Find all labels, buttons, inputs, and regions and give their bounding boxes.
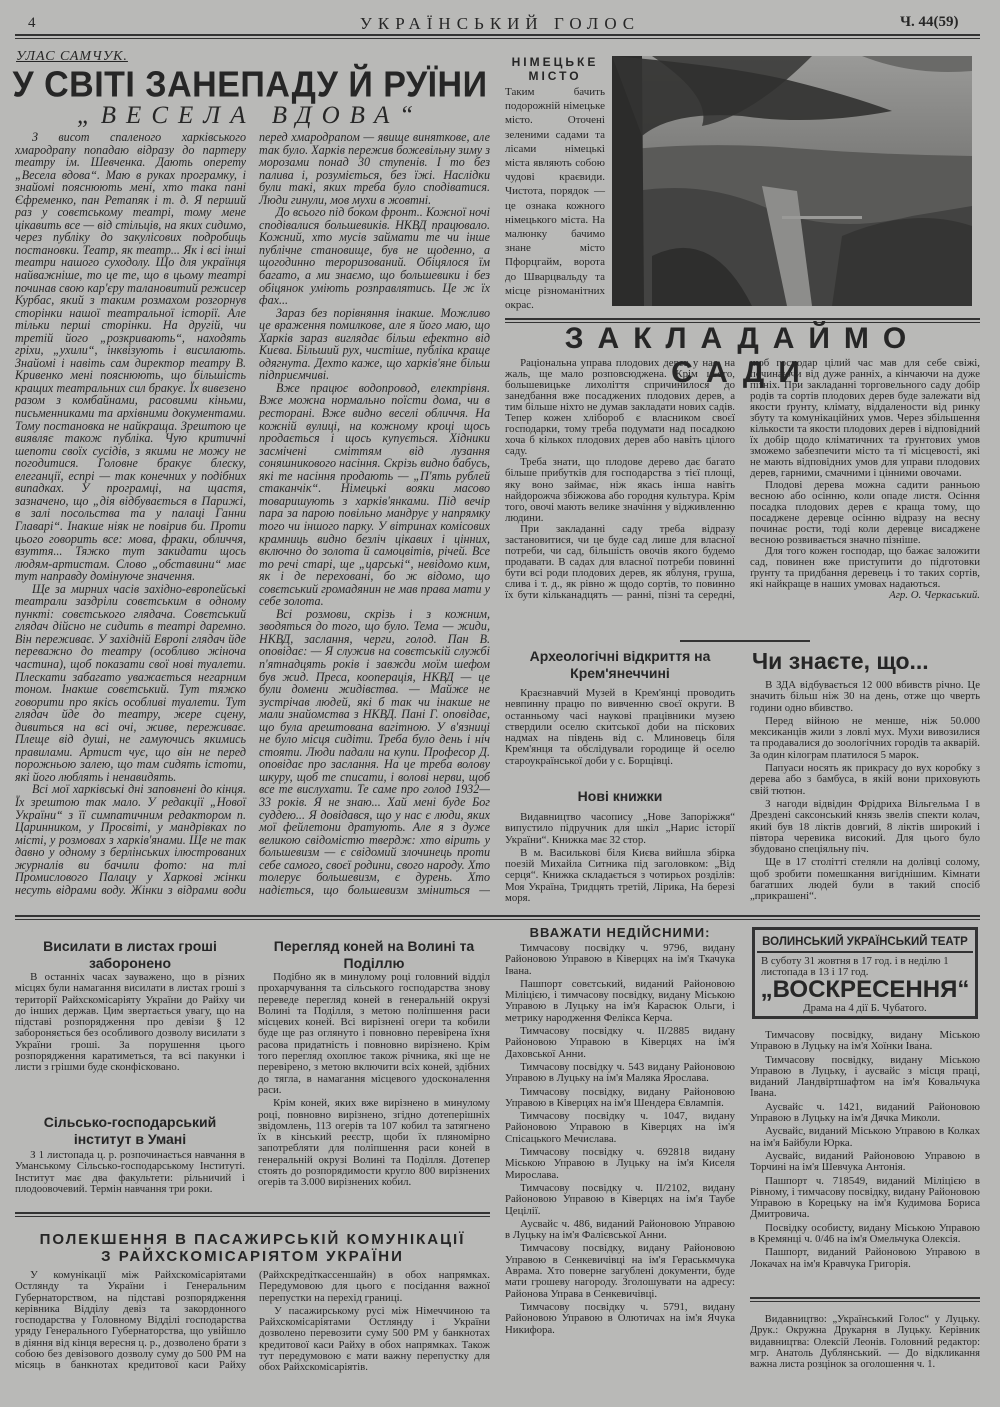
invalid-documents-title: ВВАЖАТИ НЕДІЙСНИМИ: bbox=[529, 925, 711, 940]
paragraph: Тимчасову посвідку, видану Районовою Управою в Сенкевичівці на ім'я Гераськмчука Аврама. Хто поверне загублені документи, буде мати грошеву нагороду. Зголошувати на адресу: Районова Управа в Сенкевичівці. bbox=[505, 1242, 735, 1300]
paragraph: Пашпорт, виданий Районовою Управою в Локачах на ім'я Кравчука Григорія. bbox=[750, 1246, 980, 1270]
paragraph: Тимчасову посвідку ч. 692818 видану Міською Управою в Луцьку на ім'я Киселя Мирослава. bbox=[505, 1146, 735, 1181]
paragraph: Пашпорт совєтський, виданий Районовою Міліцією, і тимчасову посвідку, видану Міською Управою в Луцьку на ім'я Карасюк Ольги, і метрику народження Фелікса Керча. bbox=[505, 977, 735, 1024]
paragraph: Тимчасову посвідку, видану Міською Управою в Луцьку на ім'я Хоїнки Івана. bbox=[750, 1029, 980, 1053]
paragraph: Пашпорт ч. 718549, виданий Міліцією в Рівному, і тимчасову посвідку, видану Районовою Управою в Корецьку на ім'я Кудимова Бориса Дмитровича. bbox=[750, 1174, 980, 1221]
gardens-paragraphs bbox=[505, 358, 980, 601]
paragraph: Аусвайс, виданий Міською Управою в Колках на ім'я Байбули Юрка. bbox=[750, 1125, 980, 1149]
archaeology-title: Археологічні відкриття на Крем'янеччині bbox=[529, 648, 711, 681]
paragraph: Папуаси носять як прикрасу до вух коробку з дерева або з бамбуса, в якій вони приховують свій тютюн. bbox=[750, 762, 980, 797]
paragraph: Тимчасову посвідку ч. II/2102, видану Районовою Управою в Ківерцях на ім'я Таубе Цецілії. bbox=[505, 1181, 735, 1217]
horses-body bbox=[258, 972, 490, 1189]
paragraph: У пасажирському русі між Німеччиною та Райхскомісаріятами Остлянду і України дозволено перевозити суму 500 РМ у банкнотах кредитової каси Райху в обох напрямках. Також тут передумовою є мати важну перепустку для обох Райхскомісаріятів. bbox=[259, 1304, 490, 1374]
article-subheadline: „ВЕСЕЛА ВДОВА“ bbox=[76, 102, 424, 129]
paragraph: Вже працює водопровод, електрівня. Вже можна нормально поїсти дома, чи в ресторані. Вже видно веселі обличчя. На кожній вулиці, на кожному кроці щось продається і щось купується. Хідники засмічені сміттям від лузання соняшникового насіння. Скрізь видно бабусь, які те насіння продають — „П'ять рублей стаканчік“. Німецькі вояки масово товаришують з харків'янками. Під вечір пара за парою повільно мандрує у напрямку того чи іншого парку. У вітринах комісових крамниць видно безліч цікавих і цінних, включно до золота й самоцвітів, річей. Все то речі старі, ще „царські“, невідомо ким, як і де переховані, бо ж відомо, що совєтський громадянин не мав права мати у себе золота. bbox=[259, 380, 490, 609]
relief-title-line-1: ПОЛЕКШЕННЯ В ПАСАЖИРСЬКІЙ КОМУНІКАЦІЇ bbox=[39, 1231, 466, 1248]
remittance-title: Висилати в листах гроші заборонено bbox=[43, 938, 217, 971]
paragraph: Тимчасову посвідку, видану Міською Управою в Луцьку, і аусвайс з місця праці, виданий Ландвіртшафтом на ім'я Ковальчука Івана. bbox=[750, 1053, 980, 1100]
gardens-body bbox=[505, 358, 980, 633]
paragraph: В м. Василькові біля Києва вийшла збірка поезій Михайла Ситника під заголовком: „Від серця“. Книжка складається з чотирьох розділів: Моя Україна, Тридцять третій, Лірика, На березі моря. bbox=[505, 846, 735, 905]
section-rule bbox=[680, 640, 810, 642]
did-you-know-body bbox=[750, 680, 980, 903]
paragraph: В останніх часах зауважено, що в різних місцях були намагання висилати в листах гроші з території Райхскомісаріяту України до Райху чи до інших держав. Цим звертається увагу, що на підставі розпорядження про девізи § 12 забороняється без особливого дозволу висилати з України гроші. За порушення цього розпорядження каратиметься, та всі пакунки і листи з грішми буде сконфісковано. bbox=[15, 971, 245, 1074]
paragraph: Видавництво часопису „Нове Запоріжжя“ випустило підручник для шкіл „Нарис історії України“. Книжка має 32 стор. bbox=[505, 811, 735, 846]
paragraph: Тимчасову посвідку ч. 5791, видану Районовою Управою в Олютичах на ім'я Ячука Никифора. bbox=[505, 1300, 735, 1336]
paragraph: Для того кожен господар, що бажає заложити сад, повинен вже приступити до підготовки ґрунту та придбання деревець і то таких сортів, які найкраще в наших умовах надаються. bbox=[750, 544, 980, 590]
article-headline: У СВІТІ ЗАНЕПАДУ Й РУЇНИ bbox=[12, 65, 488, 105]
invalid-documents-list-a bbox=[505, 943, 735, 1336]
paragraph: При закладанні саду треба відразу застановитися, чи це буде сад лише для власної потреби, чи сад, більшість овочів якого будемо продавати. В садах для власної потреби повинні бути всі роди плодових дерев, як яблуня, груша, слива і т. д., як рівно ж щодо сортів, то повинно їх бути кільканадцять — ранні, пізні та середні, щоб господар цілий час мав для себе свіжі, починаючи від дуже ранніх, а кінчаючи на дуже пізніх. При закладанні торговельного саду добір родів та сортів плодових дерев буде залежати від якости ґрунту, клімату, віддалености від ринку збуту та комунікаційних умов. Через збільшення кількости та якости плодових дерев і відповідний їх добір щодо кліматичних та ґрунтових умов зможемо забезпечити місто та ті місцевості, які не мають відповідних умов для управи плодових дерев, гарними, смачними і цінними овочами. bbox=[505, 358, 980, 601]
relief-title bbox=[15, 1231, 490, 1265]
paragraph: Раціональна управа плодових дерев у нас, на жаль, ще мало розповсюджена. Крім цього, большевицьке лихоліття спричинилося до занедбання вже посаджених плодових дерев, а тим більше ніхто не думав закладати нових садів. Тепер кожен хлібороб є власником своєї господарки, тому треба подумати над посадкою хоча б кількох плодових дерев або навіть цілого саду. bbox=[505, 358, 735, 458]
paragraph: З 1 листопада ц. р. розпочинається навчання в Уманському Сільсько-господарському Інституті. Інститут має два факультети: рільничий і плодоовочевий. Термін навчання три роки. bbox=[15, 1149, 245, 1195]
paragraph: Перед війною не менше, ніж 50.000 мексиканців жили з ловлі мух. Мухи вивозилися та продавалися до зоологічних городів та акварій. За один кілограм платилося 5 марок. bbox=[750, 714, 980, 761]
paragraph: Ще за мирних часів західно-европейські театрали заздріли совєтським в одному пункті: совєтського глядача. Совєтський глядач дійсно не сидить в театрі даремно. Він переживає. У західній Европі глядач йде переважно до театру (особливо жіноча частина), щоб показати свої нові туалети. Плескати забагато уважається негарним тоном. Інакше совєтський. Тут тяжко говорити про якісь особливі туалети. Тут глядач йде до театру, жере сцену, дивиться на всі очі, живе, переживає. Плеще від душі, не гамуючись якимись правилами. Артист чує, що він не перед порожньою залею, що там сидять істоти, які його люблять і ненавидять. bbox=[15, 581, 246, 784]
theater-schedule: В суботу 31 жовтня в 17 год. і в неділю 1 листопада в 13 і 17 год. bbox=[761, 955, 949, 978]
theater-ad bbox=[752, 927, 978, 1019]
publisher-info: Видавництво: „Український Голос“ у Луцьку. Друк.: Окружна Друкарня в Луцьку. Керівник видавництва: Олексій Леонів. Головний редактор: мгр. Анатоль Дублянський. — До відкликання важна листа розцінок за оголошення ч. 1. bbox=[750, 1314, 980, 1371]
paragraph: Всі мої харківські дні заповнені до кінця. Їх зрештою так мало. У редакції „Нової України“ з її симпатичним редактором п. Царинником, у Просвіті, у мандрівках по місті, у розмовах з харків'янами. Ще не так давно у одному з берлінських ілюстрованих журналів ви бачили фото: на тлі Промислового Палацу у Харкові жінки несуть відрами воду. Жінки з відрами води перед хмародрапом — явище виняткове, але так було. Харків пережив божевільну зиму з морозами понад 30 ступенів. І то без палива і, розуміється, без їжі. Наслідки були такі, яких треба було сподіватися. Люди гинули, мов мухи в жовтні. bbox=[15, 131, 490, 897]
gardens-title: ЗАКЛАДАЙМО САДИ bbox=[564, 322, 921, 389]
paragraph: В ЗДА відбувається 12 000 вбивств річно. Це значить більш ніж 30 на день, отже що чверть години одно вбивство. bbox=[750, 679, 980, 714]
paragraph: Плодові дерева можна садити ранньою весною або осінню, коли опаде листя. Осіння посадка плодових дерев є краща тому, що посаджене деревце осінню відразу на весну починає рости, тоді коли деревце висаджене весною розвивається значно пізніше. bbox=[750, 478, 980, 546]
institute-body bbox=[15, 1150, 245, 1195]
theater-play-title: „ВОСКРЕСЕННЯ“ bbox=[760, 976, 970, 1003]
gardens-signature: Агр. О. Черкаський. bbox=[889, 588, 980, 601]
relief-body bbox=[15, 1270, 490, 1382]
page-number: 4 bbox=[28, 15, 36, 31]
institute-title: Сільсько-господарський інститут в Умані bbox=[43, 1114, 217, 1147]
paragraph: Посвідку особисту, видану Міською Управою в Кремянці ч. 0/46 на ім'я Омельчука Олексія. bbox=[750, 1221, 980, 1246]
theater-play-genre: Драма на 4 дії Б. Чубатого. bbox=[803, 1002, 927, 1014]
paragraph: Аусвайс ч. 486, виданий Районовою Управою в Луцьку на ім'я Фалієвської Анни. bbox=[505, 1217, 735, 1242]
main-article-body bbox=[15, 131, 490, 906]
german-town-photo bbox=[612, 56, 972, 306]
paragraph: Тимчасову посвідку ч. 1047, видану Районовою Управою в Ківерцях на ім'я Спісацького Мечислава. bbox=[505, 1110, 735, 1145]
did-you-know-title: Чи знаєте, що... bbox=[752, 648, 929, 674]
photo-feature-title: НІМЕЦЬКЕ МІСТО bbox=[511, 55, 599, 83]
publisher-rule bbox=[750, 1297, 980, 1302]
archaeology-body bbox=[505, 688, 735, 767]
books-body bbox=[505, 812, 735, 904]
paragraph: Тимчасову посвідку ч. II/2885 видану Районовою Управою в Ківерцях на ім'я Даховської Анни. bbox=[505, 1025, 735, 1060]
article-author: УЛАС САМЧУК. bbox=[16, 49, 128, 64]
paragraph: З нагоди відвідин Фрідриха Вільгельма I в Дрездені саксонський князь звелів спекти колач, який був 18 ліктів довгий, 8 ліктів широкий і півтора черевика високий. Для цього було збудовано спеціяльну піч. bbox=[750, 797, 980, 856]
paragraph: Зараз без порівняння інакше. Можливо це враження помилкове, але я його маю, що Харків зараз виглядає більш ефектно від Києва. Більший рух, чистіше, публіка краще одягнута. Дехто каже, що харків'яне більш підприємчиві. bbox=[259, 305, 490, 383]
relief-top-rule bbox=[15, 1212, 490, 1217]
paragraph: Треба знати, що плодове дерево дає багато більше прибутків для господарства з тієї площі, яку воно займає, ніж якась інша навіть найдорожча збіжжова або городня культура. Крім того, овочі мають велике значіння у відживленню людини. bbox=[505, 456, 735, 524]
newspaper-title: УКРАЇНСЬКИЙ ГОЛОС bbox=[359, 14, 641, 33]
theater-name: ВОЛИНСЬКИЙ УКРАЇНСЬКИЙ ТЕАТР bbox=[757, 930, 973, 953]
paragraph: Краєзнавчий Музей в Крем'янці проводить невпинну працю по вивченню своєї округи. В останньому часі наукові працівники музею ствердили оселю скитської доби на піскових надмах на південь від с. Млиновець біля Крем'янця та обслідували городище й оселю староукраїнської доби у с. Борщівці. bbox=[505, 687, 735, 767]
invalid-documents-list-b bbox=[750, 1030, 980, 1270]
paragraph: Тимчасову посвідку ч. 9796, видану Районовою Управою в Ківерцях на ім'я Ткачука Івана. bbox=[505, 942, 735, 977]
paragraph: Тимчасову посвідку, видану Районовою Управою в Ківерцях на ім'я Шендера Євлампія. bbox=[505, 1085, 735, 1109]
paragraph: Аусвайс ч. 1421, виданий Районовою Управою в Луцьку на ім'я Дячка Миколи. bbox=[750, 1100, 980, 1125]
paragraph: З висот спаленого харківського хмародрапу попадаю відразу до партеру театру ім. Шевченка. Дають оперету „Весела вдова“. Маю в руках програмку, і знайомі пояснюють мені, хто така пані Єфременко, пан Ретапяк і т. д. Я перший раз у совєтському театрі, тому мене цікавить все — від стільців, на яких сидимо, через публіку до закулісових подробиць постановки. Театр, як театр... Як і всі інші театри нашого суходолу. Що для українця найважніше, то це те, що в цьому театрі починав свою кар'єру талановитий режисер Курбас, який з таким розмахом розгорнув сторінки нашої театральної історії. Але тільки перші сторінки. На другій, чи третій його „розкривають“, находять гріхи, „ухили“, інквізують і висилають. Знайомі і навіть сам директор театру В. Кривенко мені пояснюють, що більшість кращих театральних сил бракує. Їх вивезено разом з комбайнами, расовими кіньми, письменниками та архівними документами. Тому постановка не найкраща. Зрештою це виявляє також публіка. Чую критичні шепоти своїх сусідів, з якими не можу не погодитися. Головне бракує блеску, елеганції, еспрі — так конечних у подібних випадках. У програмці, на щастя, зазначено, що „дія відбувається в Парижі, в залі посольства та у палаці Ганни Главарі“. Інакше ніяк не повірив би. Проти цього говорить все: мова, фраки, обличчя, взуття... Тяжко тут закидати щось людям-артистам. Слово „обставини“ має тут направду домінуюче значення. bbox=[15, 131, 246, 584]
horses-title: Перегляд коней на Волині та Поділлю bbox=[273, 938, 475, 971]
paragraph: До всього під боком фронт.. Кожної ночі сподівалися большевиків. НКВД працювало. Кожний, хто мусів займати те чи інше публічне становище, був не щоденно, а щогодинно тероризований. Обіцялося їм багато, а ми знаємо, що большевики і без обіцянок уміють розправлятись. Це ж їх фах... bbox=[259, 205, 490, 308]
paragraph: У комунікації між Райхскомісаріятами Остлянду та України і Генеральним Губернаторством, на підставі розпорядження керівника Відділу девіз та закордонного господарства у Головному Відділі господарства уряду Генерального Губернаторства, що увійшло в діяння від кінця вересня ц. р., дозволено брати з собою без девізового дозволу суму до 500 РМ на місяць в банкнотах кредитової каси Райху (Райхскредіткассеншайн) в обох напрямках. Передумовою для цього є посідання важної перепустки на перехід границі. bbox=[15, 1270, 490, 1372]
relief-title-line-2: З РАЙХСКОМІСАРІЯТОМ УКРАЇНИ bbox=[101, 1248, 404, 1265]
photo-caption: Таким бачить подорожній німецьке місто. Оточені зеленими садами та лісами німецькі міста являють собою чудові краєвиди. Чистота, порядок — це ознака кожного німецького міста. На малюнку бачимо знане місто Пфорцгайм, ворота до Шварцвальду та місце різноманітних окрас. bbox=[505, 86, 605, 312]
paragraph: Аусвайс, виданий Районовою Управою в Торчині на ім'я Шевчука Антонія. bbox=[750, 1149, 980, 1174]
paragraph: Крім коней, яких вже вирізнено в минулому році, повновно вирізнено, згідно дотеперішніх звідомлень, 113 огерів та 107 кобил та затягнено їх в кінський реєстр, щоби їх пляномірно запотребляти для поліпшення раси коней в генеральній окрузі Волині та Поділля. Дотепер стоять до розпорядимости кругло 800 вирізнених огерів та 3.000 вирізнених кобил. bbox=[258, 1097, 490, 1189]
remittance-body bbox=[15, 972, 245, 1074]
paragraph: Ще в 17 столітті стеляли на долівці солому, щоб зробити помешкання вигіднішим. Кімнати багатших людей були в такий спосіб „прикрашені“. bbox=[750, 856, 980, 903]
section-divider bbox=[15, 915, 980, 920]
books-title: Нові книжки bbox=[577, 788, 663, 804]
paragraph: Всі розмови, скрізь і з кожним, зводяться до того, що було. Тема — жиди, НКВД, заслання, черги, голод. Пан В. оповідає: — Я служив на совєтській службі п'ятнадцять років і завжди моїм шефом був жид. Преса, кооперація, НКВД — це були домени жидівства. — Майже не зустрічав людей, які б так чи інакше не мали знайомства з НКВД. Пані Г. оповідає, що була арештована вагітною. У в'язниці не було місця сидіти. Треба було день і ніч стояти. Люди падали на купи. Професор Д. оповідає про заслання. На це треба волову шкуру, щоб те списати, і волові нерви, щоб все те вислухати. Те саме про голод 1932—33 років. Я не знаю... Хай мені буде Бог суддею... Я довідався, що у нас є люди, яких мої фейлетони дратують. Але я з дуже великою свідомістю твердж: хто вірить у большевизм — є свідомий злочинець проти себе самого, своєї родини, свого народу. Хто толерує большевизм, є дурень. Хто надіється, що большевизм зміниться — bbox=[259, 606, 490, 897]
issue-number: Ч. 44(59) bbox=[900, 14, 959, 30]
paragraph: Тимчасову посвідку ч. 543 видану Районовою Управою в Луцьку на ім'я Маляка Ярослава. bbox=[505, 1060, 735, 1085]
paragraph: Подібно як в минулому році головний відділ прохарчування та сільського господарства знову переведе перегляд коней в генеральній окрузі Волині та Поділля, з метою поліпшення раси місцевих коней. Всі вирізнені огери та кобили буде ще раз оглянуто і повновно перевірена їхня расова придатність і повновно вирізнено. Крім того перегляд охоплює також річника, які ще не перевірено, з метою включити всіх коней, здібних до тягла, в намагання місцевого удосконалення раси. bbox=[258, 971, 490, 1096]
masthead-rule bbox=[15, 34, 980, 39]
